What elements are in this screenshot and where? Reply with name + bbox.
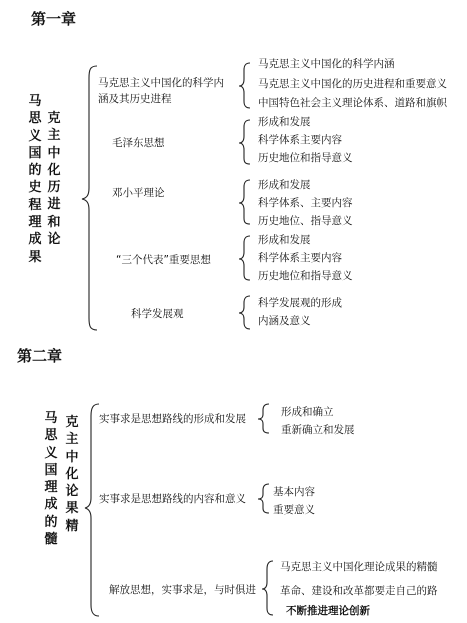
c2-branch-2-label: 实事求是思想路线的内容和意义 [99,493,246,505]
c2-branch-3-item-bold: 不断推进理论创新 [286,605,370,617]
c1-branch-3-item: 科学体系、主要内容 [258,197,353,209]
chapter1-main-brace [82,66,97,330]
c1-branch-3-item: 历史地位、指导意义 [258,215,353,227]
c2-brace-1 [258,404,269,433]
c2-branch-3-label: 解放思想，实事求是，与时俱进 [109,584,256,596]
chapter2-main-brace [85,404,99,616]
c2-branch-1-item: 形成和确立 [281,406,334,418]
c1-brace-4 [239,236,250,280]
c2-brace-3 [262,561,273,615]
c1-branch-1-item: 中国特色社会主义理论体系、道路和旗帜 [258,97,447,109]
chapter2-title-col1: 马思义国理成的髓 [44,411,58,548]
c1-branch-4-item: 科学体系主要内容 [258,252,342,264]
c2-branch-1-item: 重新确立和发展 [281,424,355,436]
c1-branch-2-item: 形成和发展 [258,116,311,128]
chapter2-title-col2: 克主中化论果精 [65,415,79,534]
c2-branch-1-label: 实事求是思想路线的形成和发展 [99,413,246,425]
c1-branch-5-label: 科学发展观 [131,308,184,320]
c2-branch-3-item: 革命、建设和改革都要走自己的路 [280,585,438,597]
c1-brace-2 [239,120,250,164]
c1-brace-5 [239,296,250,329]
c1-branch-5-item: 内涵及意义 [258,315,311,327]
c2-branch-3-item: 马克思主义中国化理论成果的精髓 [280,561,438,573]
c1-brace-3 [239,180,250,224]
c1-brace-1 [239,63,250,108]
c1-branch-3-item: 形成和发展 [258,179,311,191]
c1-branch-2-item: 科学体系主要内容 [258,134,342,146]
chapter1-heading: 第一章 [31,10,77,28]
c1-branch-4-label: “三个代表”重要思想 [116,254,211,266]
c1-branch-4-item: 形成和发展 [258,234,311,246]
c1-branch-1-label-line1: 马克思主义中国化的科学内 [98,77,224,89]
c1-branch-1-label-line2: 涵及其历史进程 [98,93,172,105]
chapter1-title-col1: 马思义国的史程理成果 [28,94,42,265]
chapter1-title-col2: 克主中化历进和论 [47,111,61,248]
c1-branch-1-item: 马克思主义中国化的历史进程和重要意义 [258,78,447,90]
c1-branch-2-item: 历史地位和指导意义 [258,152,353,164]
c1-branch-3-label: 邓小平理论 [112,187,165,199]
c1-branch-2-label: 毛泽东思想 [112,137,165,149]
c1-branch-5-item: 科学发展观的形成 [258,297,342,309]
c2-brace-2 [258,484,269,513]
c2-branch-2-item: 重要意义 [273,504,315,516]
c1-branch-1-item: 马克思主义中国化的科学内涵 [258,58,395,70]
chapter2-heading: 第二章 [17,347,63,365]
c2-branch-2-item: 基本内容 [273,486,315,498]
c1-branch-4-item: 历史地位和指导意义 [258,270,353,282]
